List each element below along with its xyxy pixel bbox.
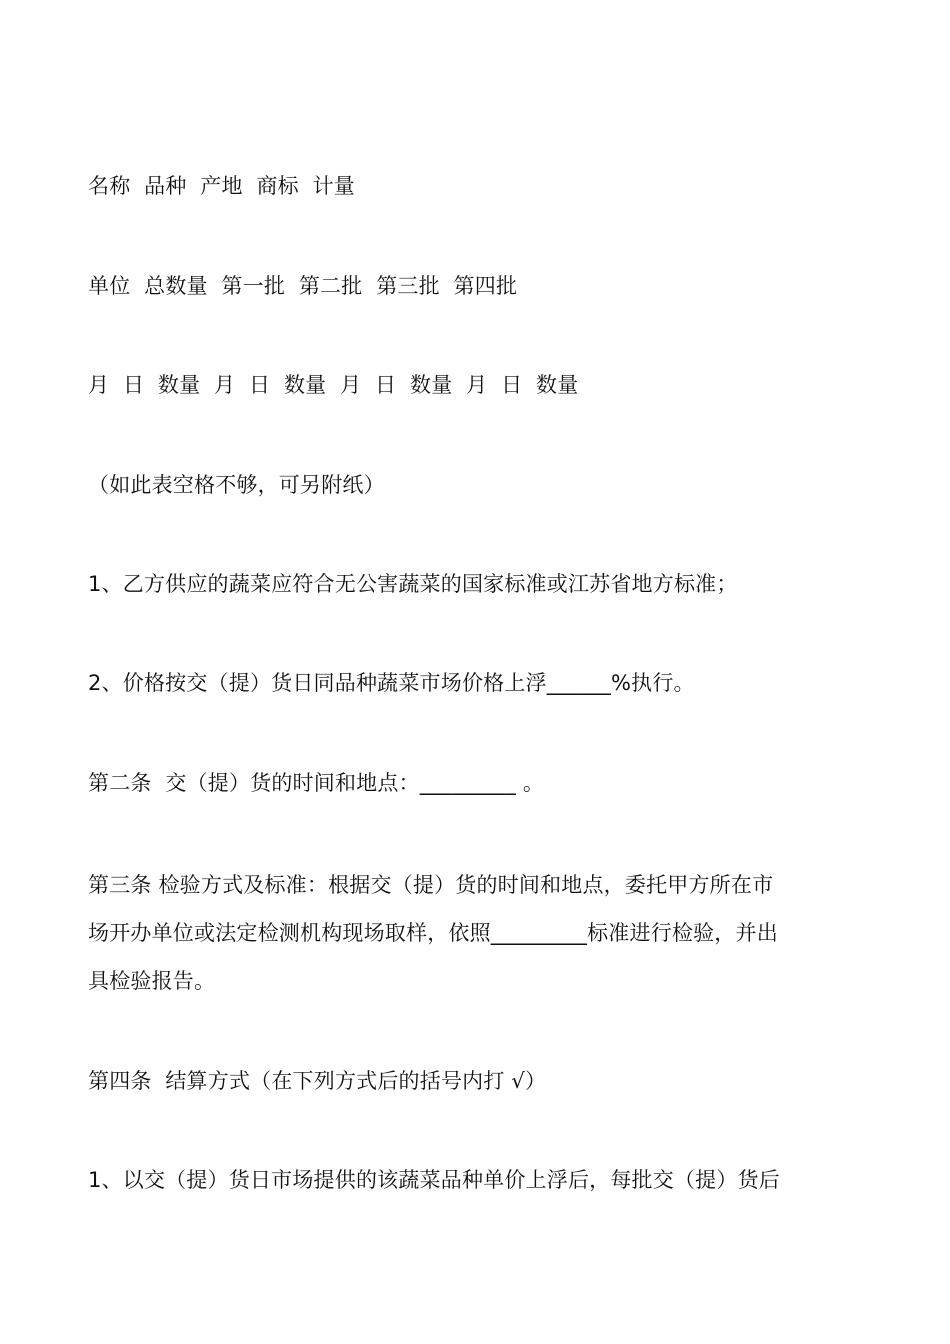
article-4-item-1: 1、以交（提）货日市场提供的该蔬菜品种单价上浮后，每批交（提）货后: [88, 1168, 780, 1192]
article-2: 第二条 交（提）货的时间和地点：_________ 。: [88, 771, 545, 795]
article-4-title: 第四条 结算方式（在下列方式后的括号内打 √）: [88, 1069, 547, 1093]
clause-item-2: 2、价格按交（提）货日同品种蔬菜市场价格上浮______%执行。: [88, 671, 695, 695]
table-note: （如此表空格不够，可另附纸）: [88, 473, 385, 497]
clause-item-1: 1、乙方供应的蔬菜应符合无公害蔬菜的国家标准或江苏省地方标准；: [88, 572, 738, 596]
article-3-line-3: 具检验报告。: [88, 969, 216, 993]
article-3-line-2: 场开办单位或法定检测机构现场取样，依照_________标准进行检验，并出: [88, 921, 778, 945]
table-header-line-1: 名称 品种 产地 商标 计量: [88, 174, 356, 198]
table-header-line-2: 单位 总数量 第一批 第二批 第三批 第四批: [88, 274, 518, 298]
table-header-line-3: 月 日 数量 月 日 数量 月 日 数量 月 日 数量: [88, 373, 579, 397]
article-3: [88, 861, 868, 1005]
article-3-line-1: 第三条 检验方式及标准：根据交（提）货的时间和地点，委托甲方所在市: [88, 873, 774, 897]
